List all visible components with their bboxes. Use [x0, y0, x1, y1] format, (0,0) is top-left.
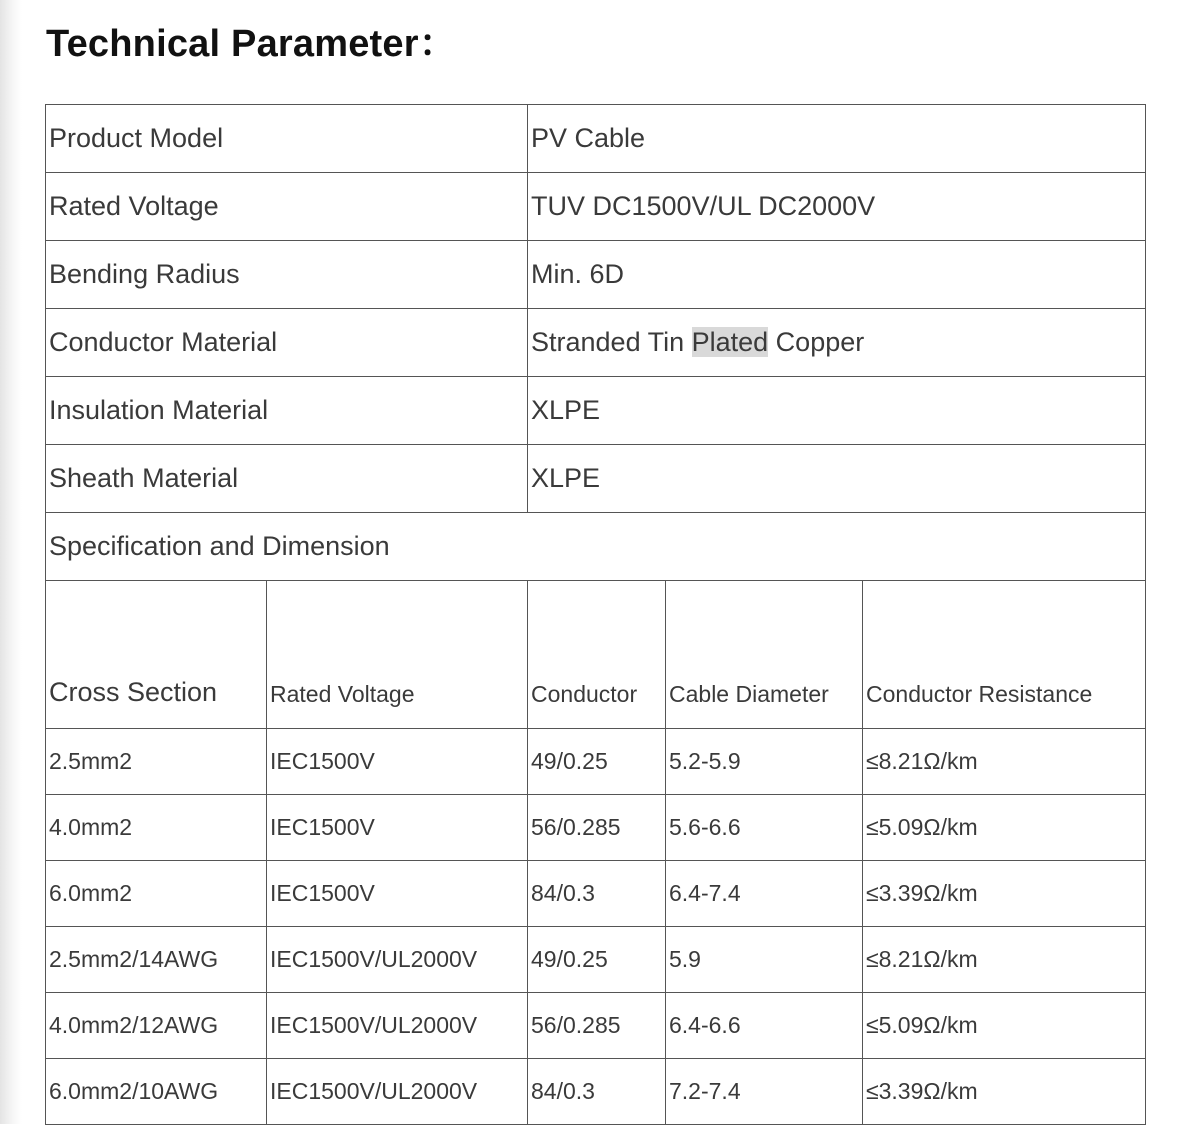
table-cell: 5.9: [666, 927, 863, 993]
property-label: Sheath Material: [46, 445, 528, 513]
highlighted-selection: Plated: [691, 327, 769, 357]
table-row: [46, 927, 1146, 993]
table-cell: 6.0mm2: [46, 861, 267, 927]
table-cell: 2.5mm2: [46, 729, 267, 795]
table-cell: IEC1500V: [267, 795, 528, 861]
column-header: Cable Diameter: [666, 581, 863, 729]
table-cell: IEC1500V: [267, 861, 528, 927]
table-row: [46, 795, 1146, 861]
property-value: TUV DC1500V/UL DC2000V: [528, 173, 1146, 241]
table-row: [46, 729, 1146, 795]
page-edge-shadow: [0, 0, 22, 1124]
spec-header-row: [46, 581, 1146, 729]
table-cell: 2.5mm2/14AWG: [46, 927, 267, 993]
property-value: Min. 6D: [528, 241, 1146, 309]
table-cell: 56/0.285: [528, 795, 666, 861]
property-label: Conductor Material: [46, 309, 528, 377]
table-cell: IEC1500V/UL2000V: [267, 927, 528, 993]
value-text: Stranded Tin: [531, 327, 692, 357]
table-cell: IEC1500V/UL2000V: [267, 1059, 528, 1125]
table-row-conductor-material: [46, 309, 1146, 377]
technical-parameter-table: [45, 104, 1146, 1125]
table-row: [46, 861, 1146, 927]
table-cell: 84/0.3: [528, 861, 666, 927]
column-header: Cross Section: [46, 581, 267, 729]
property-label: Bending Radius: [46, 241, 528, 309]
table-cell: 6.4-7.4: [666, 861, 863, 927]
table-cell: 4.0mm2: [46, 795, 267, 861]
table-cell: 6.0mm2/10AWG: [46, 1059, 267, 1125]
property-value: XLPE: [528, 445, 1146, 513]
table-row: [46, 1059, 1146, 1125]
table-row-rated-voltage: [46, 173, 1146, 241]
property-value: [528, 309, 1146, 377]
section-heading: Specification and Dimension: [46, 513, 1146, 581]
table-cell: 5.6-6.6: [666, 795, 863, 861]
property-label: Insulation Material: [46, 377, 528, 445]
page-title: Technical Parameter：: [46, 23, 457, 65]
table-cell: ≤5.09Ω/km: [863, 795, 1146, 861]
property-value: PV Cable: [528, 105, 1146, 173]
column-header: Conductor Resistance: [863, 581, 1146, 729]
table-cell: 7.2-7.4: [666, 1059, 863, 1125]
table-row-spec-section: [46, 513, 1146, 581]
table-row-sheath-material: [46, 445, 1146, 513]
property-value: XLPE: [528, 377, 1146, 445]
table-cell: 49/0.25: [528, 729, 666, 795]
table-row-insulation-material: [46, 377, 1146, 445]
table-row: [46, 993, 1146, 1059]
property-label: Rated Voltage: [46, 173, 528, 241]
table-cell: ≤3.39Ω/km: [863, 1059, 1146, 1125]
table-cell: IEC1500V/UL2000V: [267, 993, 528, 1059]
table-cell: 49/0.25: [528, 927, 666, 993]
table-cell: 6.4-6.6: [666, 993, 863, 1059]
table-cell: 4.0mm2/12AWG: [46, 993, 267, 1059]
table-cell: ≤3.39Ω/km: [863, 861, 1146, 927]
table-row-bending-radius: [46, 241, 1146, 309]
table-cell: ≤8.21Ω/km: [863, 927, 1146, 993]
table-cell: 56/0.285: [528, 993, 666, 1059]
property-label: Product Model: [46, 105, 528, 173]
table-cell: 84/0.3: [528, 1059, 666, 1125]
table-cell: IEC1500V: [267, 729, 528, 795]
table-row-product-model: [46, 105, 1146, 173]
value-text: Copper: [768, 327, 865, 357]
column-header: Conductor: [528, 581, 666, 729]
table-cell: ≤5.09Ω/km: [863, 993, 1146, 1059]
table-cell: 5.2-5.9: [666, 729, 863, 795]
table-cell: ≤8.21Ω/km: [863, 729, 1146, 795]
column-header: Rated Voltage: [267, 581, 528, 729]
